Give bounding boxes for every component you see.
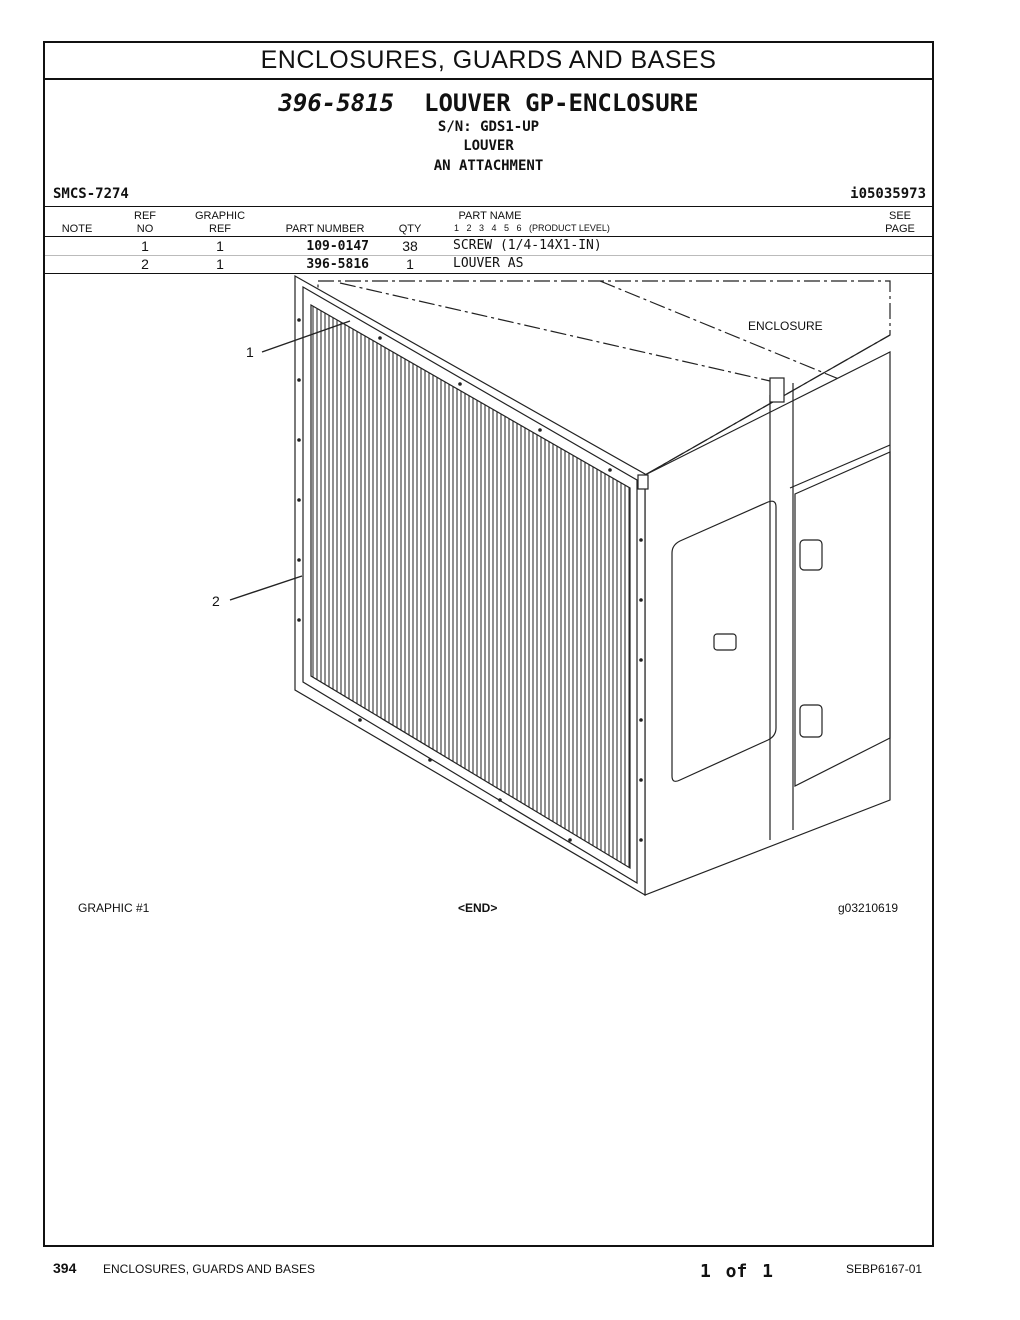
group-name: LOUVER GP-ENCLOSURE [424,89,699,117]
header-ref-top: REF [134,210,156,222]
illustration-id: i05035973 [850,186,926,202]
row-2-graphic-ref: 1 [216,256,224,272]
header-graphic-top: GRAPHIC [194,210,246,222]
graphic-caption: GRAPHIC #1 [78,901,150,915]
group-part-number: 396-5815 [278,89,395,117]
subtitle-attachment: AN ATTACHMENT [433,158,544,174]
footer-page-of: 1 of 1 [700,1261,774,1282]
callout-1: 1 [246,344,254,360]
serial-range: S/N: GDS1-UP [437,119,540,135]
row-2-part-name: LOUVER AS [453,256,524,271]
graphic-id: g03210619 [838,901,899,915]
callout-2: 2 [212,593,220,609]
row-2-ref: 2 [141,256,149,272]
header-graphic-bottom: REF [209,223,231,235]
row-1-ref: 1 [141,238,149,254]
header-see-bottom: PAGE [885,223,915,235]
enclosure-label: ENCLOSURE [748,319,823,333]
end-marker: <END> [458,901,498,915]
footer-doc-id: SEBP6167-01 [846,1262,923,1276]
footer-page-number: 394 [53,1260,77,1276]
header-part-number: PART NUMBER [285,223,365,235]
row-1-part-name: SCREW (1/4-14X1-IN) [453,238,602,253]
row-2-part-number: 396-5816 [306,257,369,272]
header-ref-bottom: NO [136,223,154,235]
smcs-code: SMCS-7274 [53,186,129,202]
header-see-top: SEE [888,210,911,222]
row-1-qty: 38 [402,238,418,254]
header-part-name: PART NAME [458,210,522,222]
header-note: NOTE [61,223,93,235]
footer-section: ENCLOSURES, GUARDS AND BASES [103,1262,316,1276]
row-2-qty: 1 [406,256,414,272]
subtitle-louver: LOUVER [463,138,514,154]
row-1-graphic-ref: 1 [216,238,224,254]
header-qty: QTY [398,223,422,235]
row-1-part-number: 109-0147 [306,239,369,254]
section-banner: ENCLOSURES, GUARDS AND BASES [45,43,932,80]
header-product-levels: 1 2 3 4 5 6 (PRODUCT LEVEL) [454,223,610,233]
